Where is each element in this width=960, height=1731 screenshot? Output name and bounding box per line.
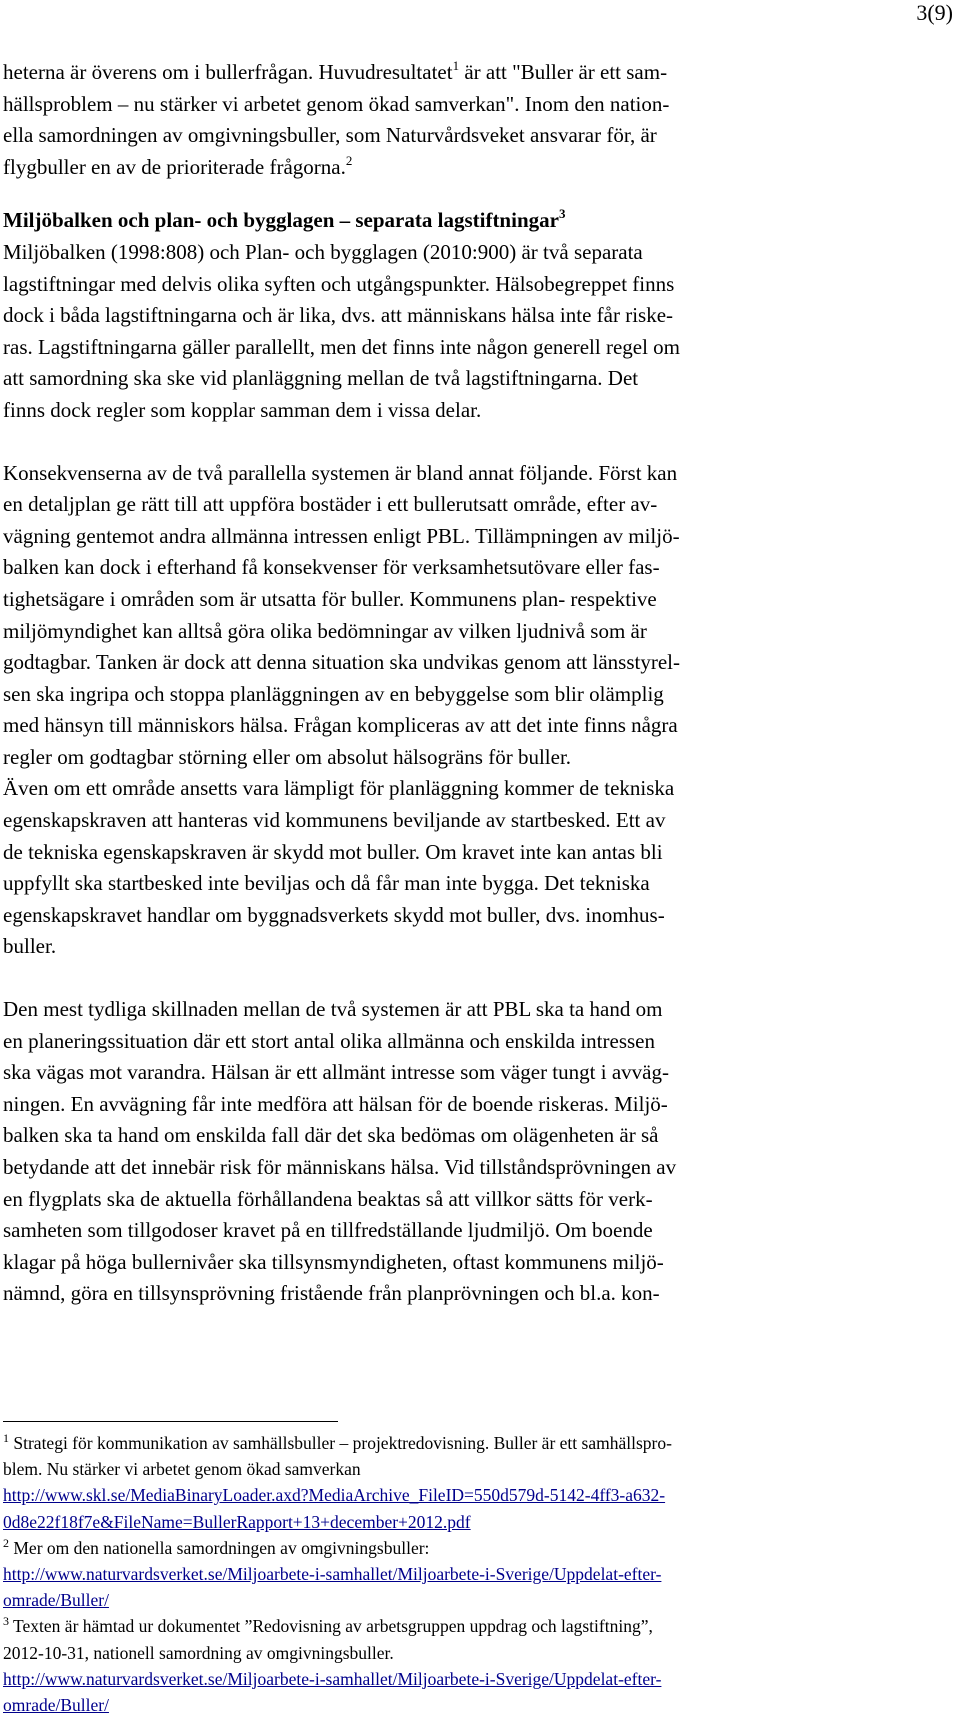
text-line: godtagbar. Tanken är dock att denna situation ska undvikas genom att länsstyrel- — [3, 650, 680, 675]
footnote-number: 3 — [3, 1614, 9, 1629]
text-line: ras. Lagstiftningarna gäller parallellt, men det finns inte någon generell regel om — [3, 334, 681, 359]
text-line: uppfyllt ska startbesked inte beviljas och då får man inte bygga. Det tekniska — [3, 871, 650, 896]
page-number: 3(9) — [916, 0, 953, 25]
footnotes — [3, 1430, 908, 1718]
footnote-link[interactable]: 0d8e22f18f7e&FileName=BullerRapport+13+december+2012.pdf — [3, 1511, 471, 1532]
text-line: en planeringssituation där ett stort antal olika allmänna och enskilda intressen — [3, 1028, 655, 1053]
text-line: klagar på höga bullernivåer ska tillsynsmyndigheten, oftast kommunens miljö- — [3, 1249, 664, 1274]
text-line: de tekniska egenskapskraven är skydd mot buller. Om kravet inte kan antas bli — [3, 839, 663, 864]
footnote-link[interactable]: http://www.skl.se/MediaBinaryLoader.axd?MediaArchive_FileID=550d579d-5142-4ff3-a632- — [3, 1485, 666, 1506]
footnote-number: 2 — [3, 1535, 9, 1550]
intro-line: heterna är överens om i bullerfrågan. Huvudresultatet$^1$ är att "Buller är ett sam- — [3, 58, 668, 84]
text-line: med hänsyn till människors hälsa. Frågan kompliceras av att det inte finns några — [3, 713, 678, 738]
footnote-2: $^2$ Mer om den nationella samordningen av omgivningsbuller: http://www.naturvardsverket.se/Miljoarbete-i-samhallet/Miljoarbete-i-Sverige/Uppdelat-efter- omrade/Buller/ — [3, 1535, 662, 1611]
footnote-separator — [3, 1421, 338, 1422]
text-line: egenskapskravet handlar om byggnadsverkets skydd mot buller, dvs. inomhus- — [3, 902, 665, 927]
text-line: Miljöbalken (1998:808) och Plan- och bygglagen (2010:900) är två separata — [3, 239, 643, 264]
text-line: Konsekvenserna av de två parallella systemen är bland annat följande. Först kan — [3, 460, 678, 485]
text-line: att samordning ska ske vid planläggning mellan de två lagstiftningarna. Det — [3, 366, 639, 391]
body-text — [3, 57, 908, 1310]
paragraph-2 — [3, 458, 908, 964]
text-line: en detaljplan ge rätt till att uppföra bostäder i ett bullerutsatt område, efter av- — [3, 492, 658, 517]
footnote-3: $^3$ Texten är hämtad ur dokumentet ”Redovisning av arbetsgruppen uppdrag och lagstiftning”, 2012-10-31, nationell samordning av omgivningsbuller. http://www.naturvardsverket.se/Miljoarbete-i-samhallet/Miljoarbete-i-Sverige/Uppdelat-efter- omrade/Buller/ — [3, 1614, 662, 1716]
paragraph-3 — [3, 994, 908, 1310]
text-line: miljömyndighet kan alltså göra olika bedömningar av vilken ljudnivå som är — [3, 618, 647, 643]
paragraph-1 — [3, 237, 908, 427]
text-line: balken kan dock i efterhand få konsekvenser för verksamhetsutövare eller fas- — [3, 555, 660, 580]
intro-paragraph — [3, 57, 908, 183]
footnote-link[interactable]: http://www.naturvardsverket.se/Miljoarbete-i-samhallet/Miljoarbete-i-Sverige/Uppdelat-efter- — [3, 1668, 662, 1689]
text-line: en flygplats ska de aktuella förhållandena beaktas så att villkor sätts för verk- — [3, 1186, 653, 1211]
text-line: balken ska ta hand om enskilda fall där det ska bedömas om olägenheten är så — [3, 1123, 659, 1148]
section-heading: Miljöbalken och plan- och bygglagen – separata lagstiftningar$^3$ — [3, 206, 566, 233]
text-line: Den mest tydliga skillnaden mellan de två systemen är att PBL ska ta hand om — [3, 997, 663, 1022]
footnote-number: 1 — [3, 1431, 9, 1445]
text-line: ningen. En avvägning får inte medföra att hälsan för de boende riskeras. Miljö- — [3, 1091, 668, 1116]
intro-line: hällsproblem – nu stärker vi arbetet genom ökad samverkan". Inom den nation- — [3, 91, 670, 116]
text-line: buller. — [3, 934, 57, 959]
text-line: dock i båda lagstiftningarna och är lika, dvs. att människans hälsa inte får riske- — [3, 303, 674, 328]
footnote-link[interactable]: omrade/Buller/ — [3, 1695, 109, 1716]
text-line: tighetsägare i områden som är utsatta för buller. Kommunens plan- respektive — [3, 586, 657, 611]
text-line: lagstiftningar med delvis olika syften och utgångspunkter. Hälsobegreppet finns — [3, 271, 675, 296]
text-line: vägning gentemot andra allmänna intressen enligt PBL. Tillämpningen av miljö- — [3, 523, 680, 548]
text-line: samheten som tillgodoser kravet på en tillfredställande ljudmiljö. Om boende — [3, 1218, 653, 1243]
footnote-ref-1[interactable]: 1 — [452, 58, 460, 73]
text-line: sen ska ingripa och stoppa planläggningen av en bebyggelse som blir olämplig — [3, 681, 664, 706]
footnote-ref-3[interactable]: 3 — [558, 206, 566, 222]
footnote-ref-2[interactable]: 2 — [345, 152, 353, 168]
footnote-link[interactable]: omrade/Buller/ — [3, 1590, 109, 1611]
text-line: betydande att det innebär risk för människans hälsa. Vid tillståndsprövningen av — [3, 1155, 677, 1179]
intro-line: flygbuller en av de prioriterade frågorna.$^2$ — [3, 152, 353, 179]
text-line: finns dock regler som kopplar samman dem i vissa delar. — [3, 397, 482, 422]
text-line: Även om ett område ansetts vara lämpligt för planläggning kommer de tekniska — [3, 776, 675, 801]
text-line: egenskapskraven att hanteras vid kommunens beviljande av startbesked. Ett av — [3, 808, 666, 833]
text-line: regler om godtagbar störning eller om absolut hälsogräns för buller. — [3, 744, 572, 769]
text-line: nämnd, göra en tillsynsprövning fristående från planprövningen och bl.a. kon- — [3, 1281, 660, 1306]
intro-line: ella samordningen av omgivningsbuller, som Naturvårdsveket ansvarar för, är — [3, 123, 657, 148]
text-line: ska vägas mot varandra. Hälsan är ett allmänt intresse som väger tungt i avväg- — [3, 1060, 669, 1085]
footnote-1: $^1$ Strategi för kommunikation av samhällsbuller – projektredovisning. Buller är ett samhällspro- blem. Nu stärker vi arbetet genom ökad samverkan http://www.skl.se/MediaBinaryLoader.axd?MediaArchive_FileID=550d579d-5142-4ff3-a632- 0d8e22f18f7e&FileName=BullerRapport+13+december+2012.pdf — [3, 1431, 672, 1532]
footnote-link[interactable]: http://www.naturvardsverket.se/Miljoarbete-i-samhallet/Miljoarbete-i-Sverige/Uppdelat-efter- — [3, 1564, 662, 1585]
